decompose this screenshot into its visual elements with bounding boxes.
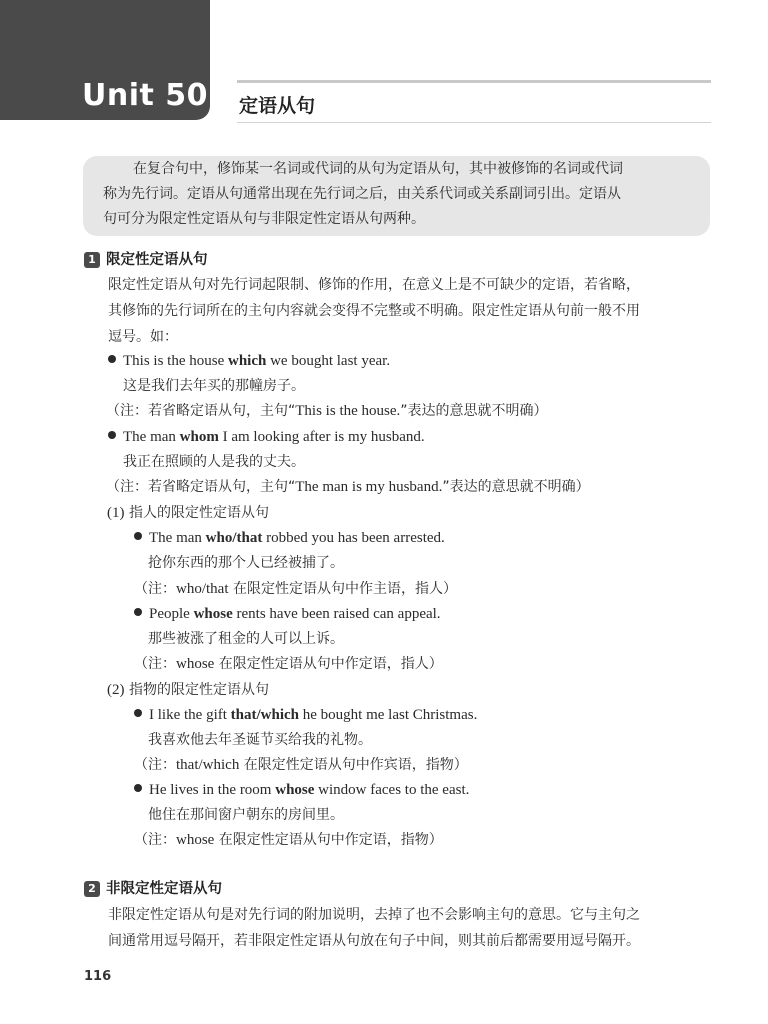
section-heading bbox=[84, 250, 208, 270]
example-sentence bbox=[134, 705, 477, 725]
example-text: window faces to the east. bbox=[314, 782, 470, 798]
note-text: 在限定性定语从句中作定语，指物） bbox=[214, 832, 443, 848]
example-translation: 那些被涨了租金的人可以上诉。 bbox=[148, 631, 344, 647]
example-text: The man bbox=[123, 429, 180, 445]
subsection-heading bbox=[107, 503, 269, 523]
bullet-icon bbox=[134, 784, 142, 792]
example-text: People bbox=[149, 606, 194, 622]
example-note bbox=[106, 401, 548, 421]
example-sentence bbox=[108, 351, 390, 371]
intro-text bbox=[103, 157, 703, 232]
note-english: whose bbox=[176, 656, 215, 672]
note-english: This is the house. bbox=[295, 403, 401, 419]
example-text: robbed you has been arrested. bbox=[262, 530, 445, 546]
section-paragraph bbox=[108, 272, 714, 350]
example-text: I am looking after is my husband. bbox=[218, 429, 425, 445]
example-keyword: that/which bbox=[230, 707, 299, 723]
note-text: 在限定性定语从句中作宾语，指物） bbox=[239, 757, 468, 773]
example-text: rents have been raised can appeal. bbox=[232, 606, 441, 622]
subsection-label: 指人的限定性定语从句 bbox=[128, 505, 269, 521]
note-english: that/which bbox=[176, 757, 240, 773]
subsection-number: (1) bbox=[107, 505, 125, 521]
note-text: ”表达的意思就不明确） bbox=[442, 479, 590, 495]
example-text: he bought me last Christmas. bbox=[299, 707, 478, 723]
example-note bbox=[134, 654, 443, 674]
bullet-icon bbox=[134, 608, 142, 616]
bullet-icon bbox=[108, 431, 116, 439]
paragraph-line: 逗号。如： bbox=[108, 329, 178, 345]
bullet-icon bbox=[108, 355, 116, 363]
note-english: The man is my husband. bbox=[295, 479, 443, 495]
note-text: 在限定性定语从句中作主语，指人） bbox=[228, 581, 457, 597]
example-text: He lives in the room bbox=[149, 782, 276, 798]
paragraph-line: 限定性定语从句对先行词起限制、修饰的作用，在意义上是不可缺少的定语，若省略， bbox=[108, 277, 640, 293]
bullet-icon bbox=[134, 532, 142, 540]
unit-label: Unit 50 bbox=[82, 78, 209, 113]
example-note bbox=[106, 477, 590, 497]
example-note bbox=[134, 579, 457, 599]
subsection-label: 指物的限定性定语从句 bbox=[128, 682, 269, 698]
example-note bbox=[134, 830, 443, 850]
note-text: （注：若省略定语从句，主句“ bbox=[106, 479, 296, 495]
section-heading-text: 限定性定语从句 bbox=[106, 252, 208, 268]
paragraph-line: 非限定性定语从句是对先行词的附加说明，去掉了也不会影响主句的意思。它与主句之 bbox=[108, 907, 640, 923]
example-sentence bbox=[134, 604, 441, 624]
example-note bbox=[134, 755, 468, 775]
note-text: （注： bbox=[134, 581, 176, 597]
example-text: This is the house bbox=[123, 353, 228, 369]
note-english: whose bbox=[176, 832, 215, 848]
section-heading-text: 非限定性定语从句 bbox=[106, 881, 222, 897]
example-text: The man bbox=[149, 530, 206, 546]
page-title: 定语从句 bbox=[239, 95, 316, 117]
example-keyword: whose bbox=[193, 606, 233, 622]
note-text: （注： bbox=[134, 656, 176, 672]
section-heading bbox=[84, 879, 222, 899]
header-rule bbox=[237, 80, 711, 83]
header-divider bbox=[237, 122, 711, 123]
example-sentence bbox=[108, 427, 425, 447]
subsection-heading bbox=[107, 680, 269, 700]
example-sentence bbox=[134, 528, 445, 548]
note-text: （注： bbox=[134, 832, 176, 848]
page-number: 116 bbox=[84, 969, 112, 984]
bullet-icon bbox=[134, 709, 142, 717]
example-text: we bought last year. bbox=[266, 353, 391, 369]
note-text: 在限定性定语从句中作定语，指人） bbox=[214, 656, 443, 672]
subsection-number: (2) bbox=[107, 682, 125, 698]
example-text: I like the gift bbox=[149, 707, 231, 723]
paragraph-line: 其修饰的先行词所在的主句内容就会变得不完整或不明确。限定性定语从句前一般不用 bbox=[108, 303, 640, 319]
example-keyword: whom bbox=[179, 429, 219, 445]
intro-line: 在复合句中，修饰某一名词或代词的从句为定语从句，其中被修饰的名词或代词 bbox=[133, 161, 623, 177]
note-english: who/that bbox=[176, 581, 229, 597]
example-translation: 这是我们去年买的那幢房子。 bbox=[123, 378, 305, 394]
intro-line: 句可分为限定性定语从句与非限定性定语从句两种。 bbox=[103, 211, 425, 227]
example-keyword: which bbox=[228, 353, 267, 369]
example-keyword: who/that bbox=[205, 530, 263, 546]
example-translation: 抢你东西的那个人已经被捕了。 bbox=[148, 555, 344, 571]
section-number-badge: 1 bbox=[84, 252, 100, 268]
note-text: ”表达的意思就不明确） bbox=[400, 403, 548, 419]
note-text: （注： bbox=[134, 757, 176, 773]
intro-line: 称为先行词。定语从句通常出现在先行词之后，由关系代词或关系副词引出。定语从 bbox=[103, 186, 621, 202]
paragraph-line: 间通常用逗号隔开，若非限定性定语从句放在句子中间，则其前后都需要用逗号隔开。 bbox=[108, 933, 640, 949]
example-translation: 我正在照顾的人是我的丈夫。 bbox=[123, 454, 305, 470]
example-translation: 我喜欢他去年圣诞节买给我的礼物。 bbox=[148, 732, 372, 748]
section-paragraph bbox=[108, 902, 714, 954]
example-keyword: whose bbox=[275, 782, 315, 798]
example-sentence bbox=[134, 780, 469, 800]
note-text: （注：若省略定语从句，主句“ bbox=[106, 403, 296, 419]
section-number-badge: 2 bbox=[84, 881, 100, 897]
example-translation: 他住在那间窗户朝东的房间里。 bbox=[148, 807, 344, 823]
